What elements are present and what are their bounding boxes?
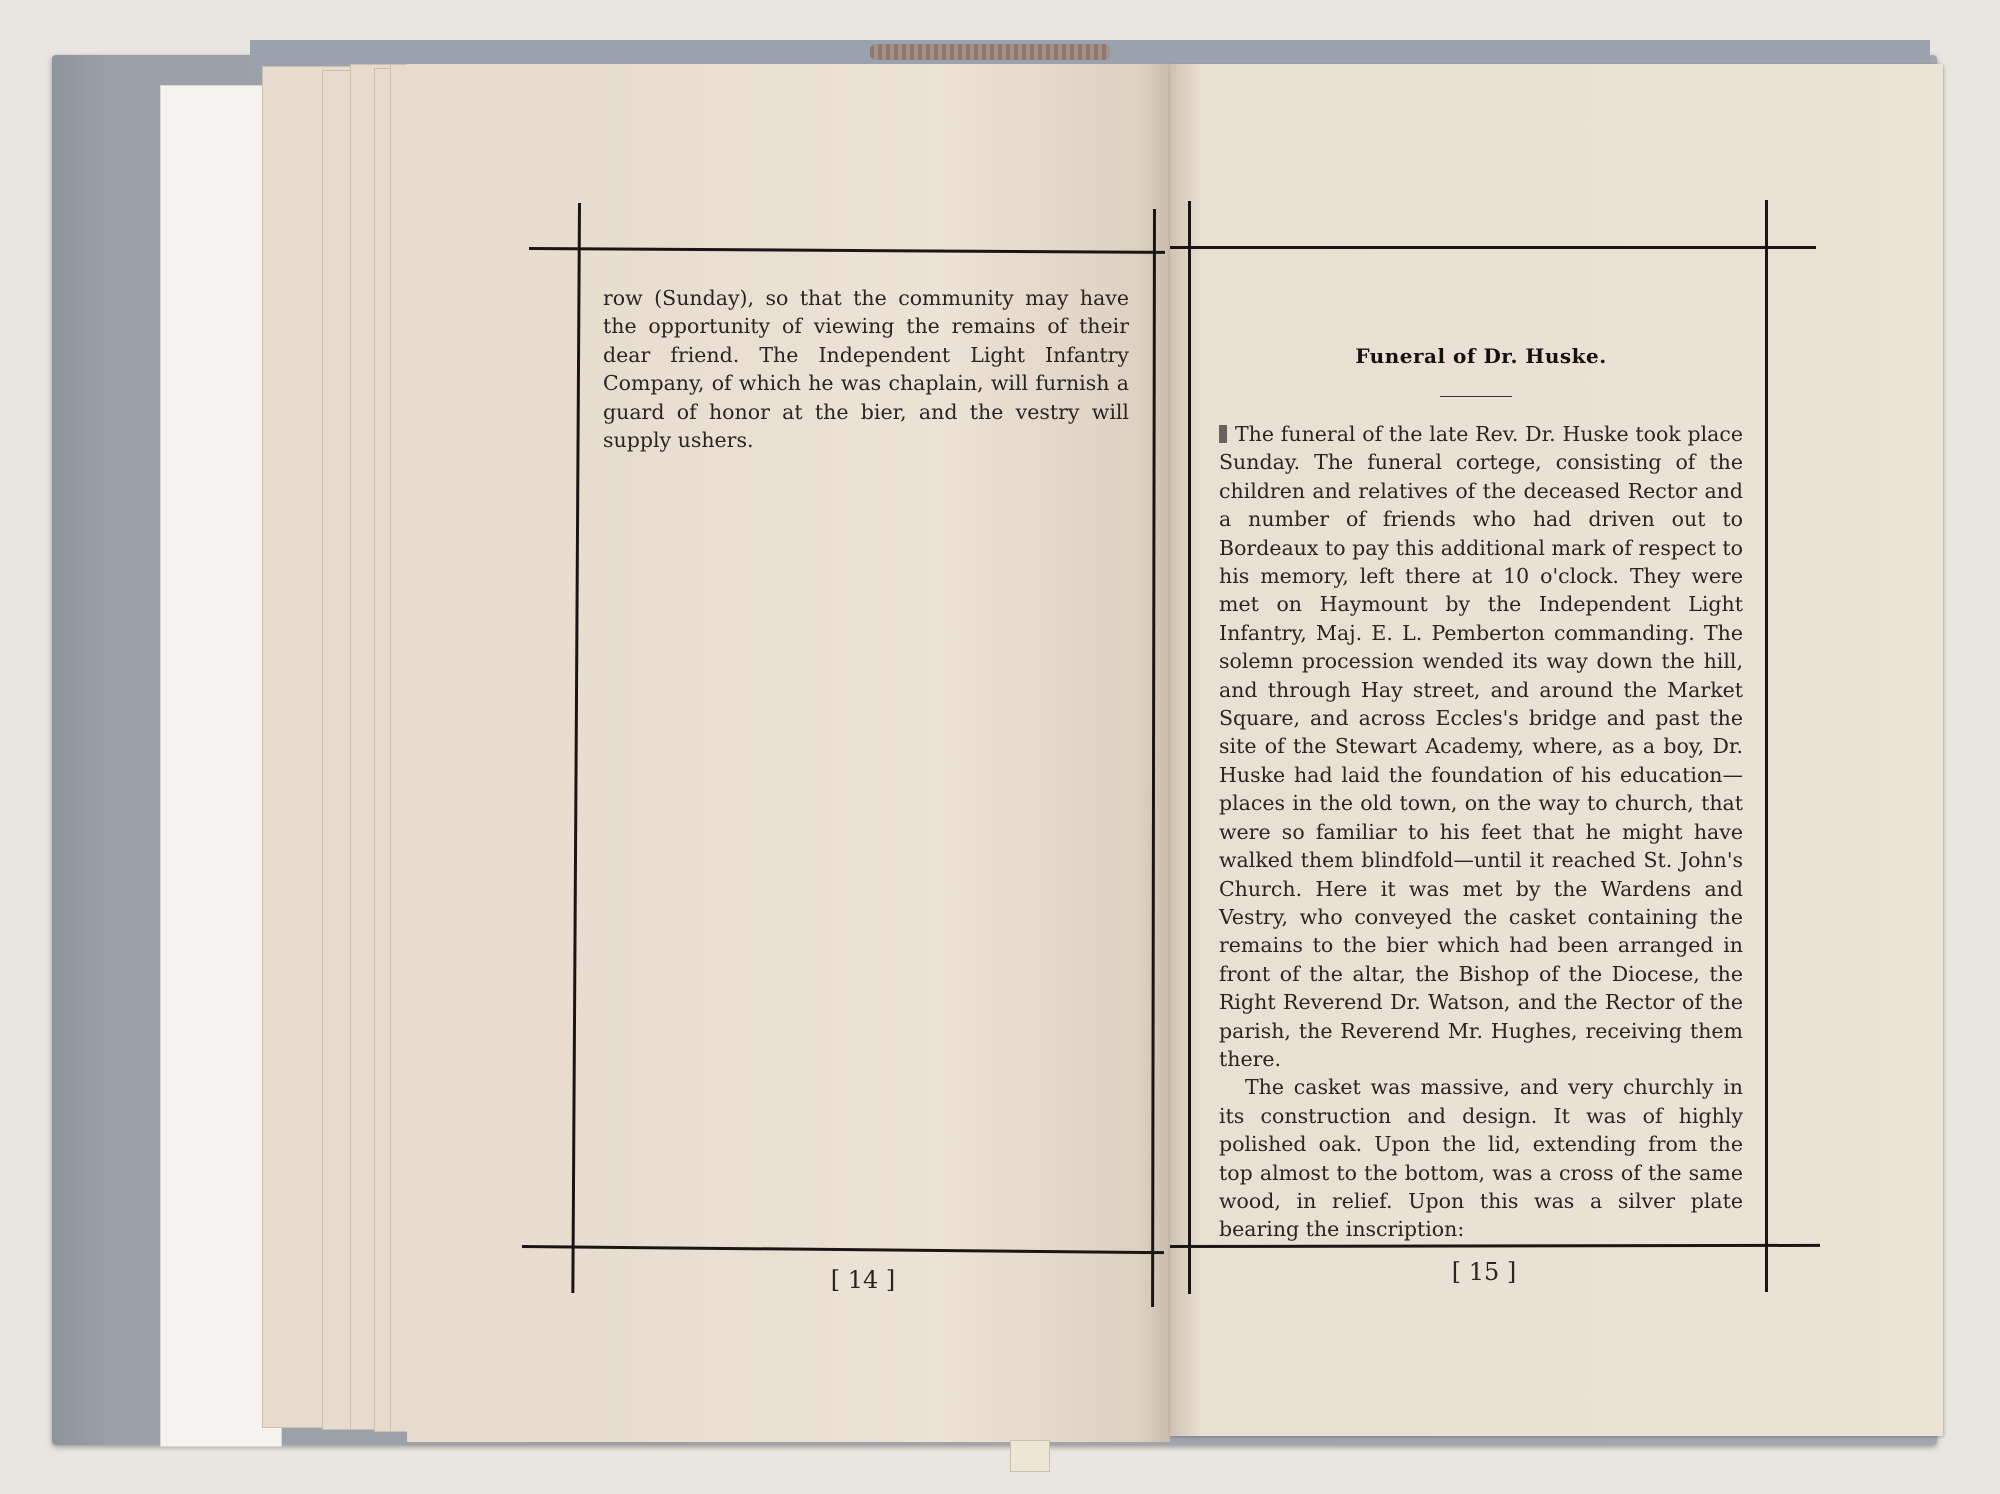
- right-paragraph-2: The casket was massive, and very churchly in its construction and design. It was of highly polished oak. Upon the lid, extending from the top almost to the bottom, was a cross of the same wood, in relief. Upon this was a silver plate bearing the inscription:: [1219, 1075, 1743, 1242]
- binding-thread: [870, 44, 1110, 60]
- bookmark-ribbon[interactable]: [1010, 1440, 1050, 1472]
- left-page-paragraph: row (Sunday), so that the community may have the opportunity of viewing the remains of their dear friend. The Independent Light Infantry Company, of which he was chaplain, will furnish a guard of honor at the bier, and the vestry will supply ushers.: [603, 286, 1129, 453]
- pilcrow-mark-icon: [1219, 425, 1227, 443]
- left-page[interactable]: [407, 64, 1170, 1442]
- heading-divider: [1440, 396, 1512, 397]
- right-paragraph-1-text: The funeral of the late Rev. Dr. Huske took place Sunday. The funeral cortege, consisting of the children and relatives of the deceased Rector and a number of friends who had driven out to Bordeaux to pay this additional mark of respect to his memory, left there at 10 o'clock. They were met on Haymount by the Independent Light Infantry, Maj. E. L. Pemberton commanding. The solemn procession wended its way down the hill, and through Hay street, and around the Market Square, and across Eccles's bridge and past the site of the Stewart Academy, where, as a boy, Dr. Huske had laid the foundation of his education—places in the old town, on the way to church, that were so familiar to his feet that he might have walked them blindfold—until it reached St. John's Church. Here it was met by the Wardens and Vestry, who conveyed the casket containing the remains to the bier which had been arranged in front of the altar, the Bishop of the Diocese, the Right Reverend Dr. Watson, and the Rector of the parish, the Reverend Mr. Hughes, receiving them there.: [1219, 422, 1743, 1071]
- right-inner-vertical-rule: [1188, 201, 1191, 1294]
- page-number-14: [ 14 ]: [830, 1266, 896, 1294]
- right-top-rule: [1170, 246, 1816, 249]
- page-heading: Funeral of Dr. Huske.: [1355, 344, 1607, 368]
- right-outer-vertical-rule: [1765, 200, 1768, 1292]
- page-number-15: [ 15 ]: [1451, 1258, 1517, 1286]
- right-paragraph-1: [1219, 420, 1743, 1073]
- right-page-body: [1219, 420, 1743, 1244]
